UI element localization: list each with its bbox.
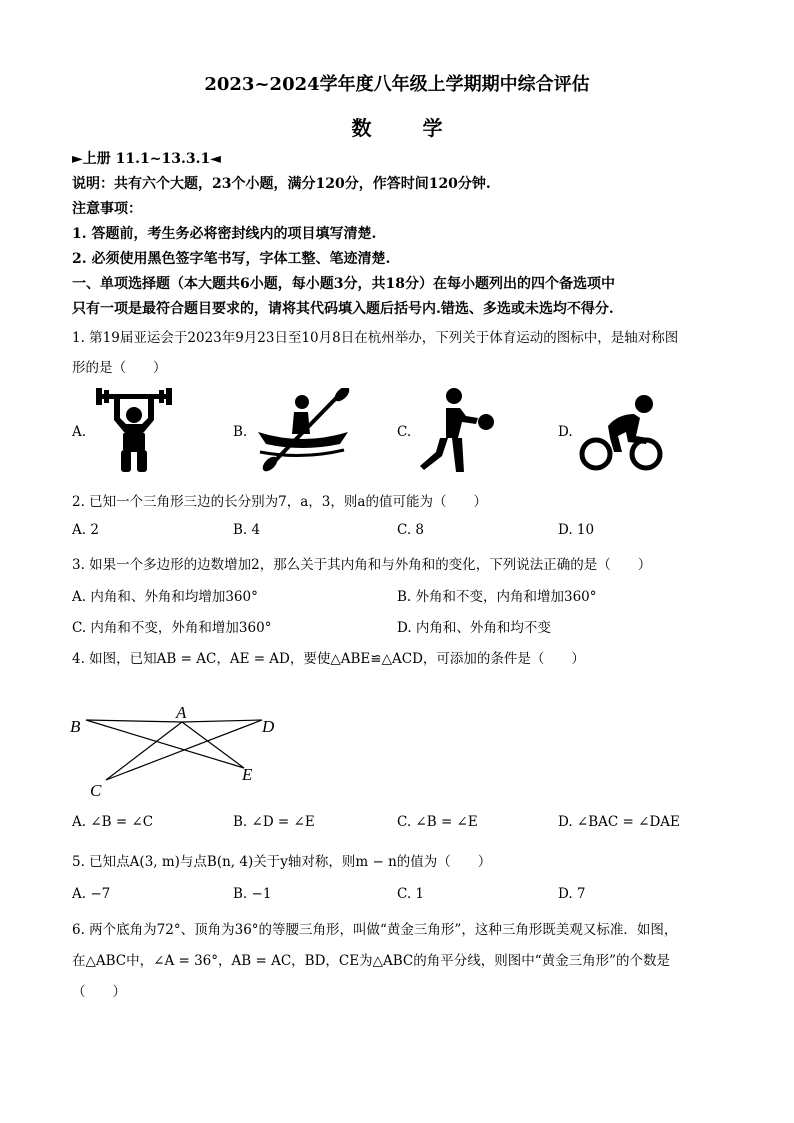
q2-option-b: B. 4 bbox=[233, 522, 261, 538]
q3-stem: 3. 如果一个多边形的边数增加2，那么关于其内角和与外角和的变化，下列说法正确的是（ ） bbox=[72, 557, 652, 573]
q4-option-a: A. ∠B = ∠C bbox=[72, 814, 154, 830]
label-e: E bbox=[242, 765, 253, 784]
q4-triangle-figure bbox=[66, 706, 286, 800]
q4-stem: 4. 如图，已知AB = AC，AE = AD，要使△ABE≌△ACD，可添加的条件是（ ） bbox=[72, 651, 585, 667]
q1-option-b-label: B. bbox=[233, 424, 248, 440]
q1-stem-line2: 形的是（ ） bbox=[72, 360, 167, 376]
q1-option-c-label: C. bbox=[397, 424, 412, 440]
q3-option-b: B. 外角和不变，内角和增加360° bbox=[397, 589, 597, 605]
note-2: 2. 必须使用黑色签字笔书写，字体工整、笔迹清楚. bbox=[72, 251, 391, 267]
weightlifting-icon bbox=[92, 388, 176, 474]
subject-title: 数 学 bbox=[351, 116, 465, 140]
q1-option-d-label: D. bbox=[558, 424, 573, 440]
section1-heading-line2: 只有一项是最符合题目要求的，请将其代码填入题后括号内.错选、多选或未选均不得分. bbox=[72, 301, 614, 317]
q6-stem-line2: 在△ABC中，∠A = 36°，AB = AC，BD，CE为△ABC的角平分线，则图中“黄金三角形”的个数是 bbox=[72, 953, 671, 969]
q5-option-b: B. −1 bbox=[233, 886, 272, 902]
q1-stem-line1: 1. 第19届亚运会于2023年9月23日至10月8日在杭州举办，下列关于体育运动的图标中，是轴对称图 bbox=[72, 330, 679, 346]
q5-option-c: C. 1 bbox=[397, 886, 425, 902]
q5-option-d: D. 7 bbox=[558, 886, 586, 902]
q2-option-c: C. 8 bbox=[397, 522, 425, 538]
q6-stem-line3: （ ） bbox=[72, 984, 126, 1000]
label-a: A bbox=[176, 706, 187, 722]
label-b: B bbox=[70, 717, 81, 736]
q5-stem: 5. 已知点A(3, m)与点B(n, 4)关于y轴对称，则m − n的值为（ ） bbox=[72, 854, 492, 870]
q6-stem-line1: 6. 两个底角为72°、顶角为36°的等腰三角形，叫做“黄金三角形”，这种三角形既美观又标准．如图， bbox=[72, 922, 678, 938]
volleyball-icon bbox=[418, 386, 498, 474]
notes-title: 注意事项： bbox=[72, 201, 142, 217]
q4-option-d: D. ∠BAC = ∠DAE bbox=[558, 814, 680, 830]
label-c: C bbox=[90, 781, 102, 800]
page-title: 2023~2024学年度八年级上学期期中综合评估 bbox=[204, 74, 590, 95]
section1-heading-line1: 一、单项选择题（本大题共6小题，每小题3分，共18分）在每小题列出的四个备选项中 bbox=[72, 276, 615, 292]
q4-option-b: B. ∠D = ∠E bbox=[233, 814, 315, 830]
note-1: 1. 答题前，考生务必将密封线内的项目填写清楚. bbox=[72, 226, 377, 242]
q2-option-d: D. 10 bbox=[558, 522, 595, 538]
q4-option-c: C. ∠B = ∠E bbox=[397, 814, 478, 830]
q3-option-d: D. 内角和、外角和均不变 bbox=[397, 620, 551, 636]
scope-line: ►上册 11.1~13.3.1◄ bbox=[72, 151, 221, 167]
instructions: 说明：共有六个大题，23个小题，满分120分，作答时间120分钟. bbox=[72, 176, 491, 192]
q2-stem: 2. 已知一个三角形三边的长分别为7，a，3，则a的值可能为（ ） bbox=[72, 494, 487, 510]
cycling-icon bbox=[578, 392, 664, 472]
q1-option-a-label: A. bbox=[72, 424, 87, 440]
q3-option-a: A. 内角和、外角和均增加360° bbox=[72, 589, 258, 605]
kayaking-icon bbox=[254, 388, 350, 472]
q3-option-c: C. 内角和不变，外角和增加360° bbox=[72, 620, 272, 636]
q2-option-a: A. 2 bbox=[72, 522, 99, 538]
q5-option-a: A. −7 bbox=[72, 886, 111, 902]
label-d: D bbox=[262, 717, 275, 736]
